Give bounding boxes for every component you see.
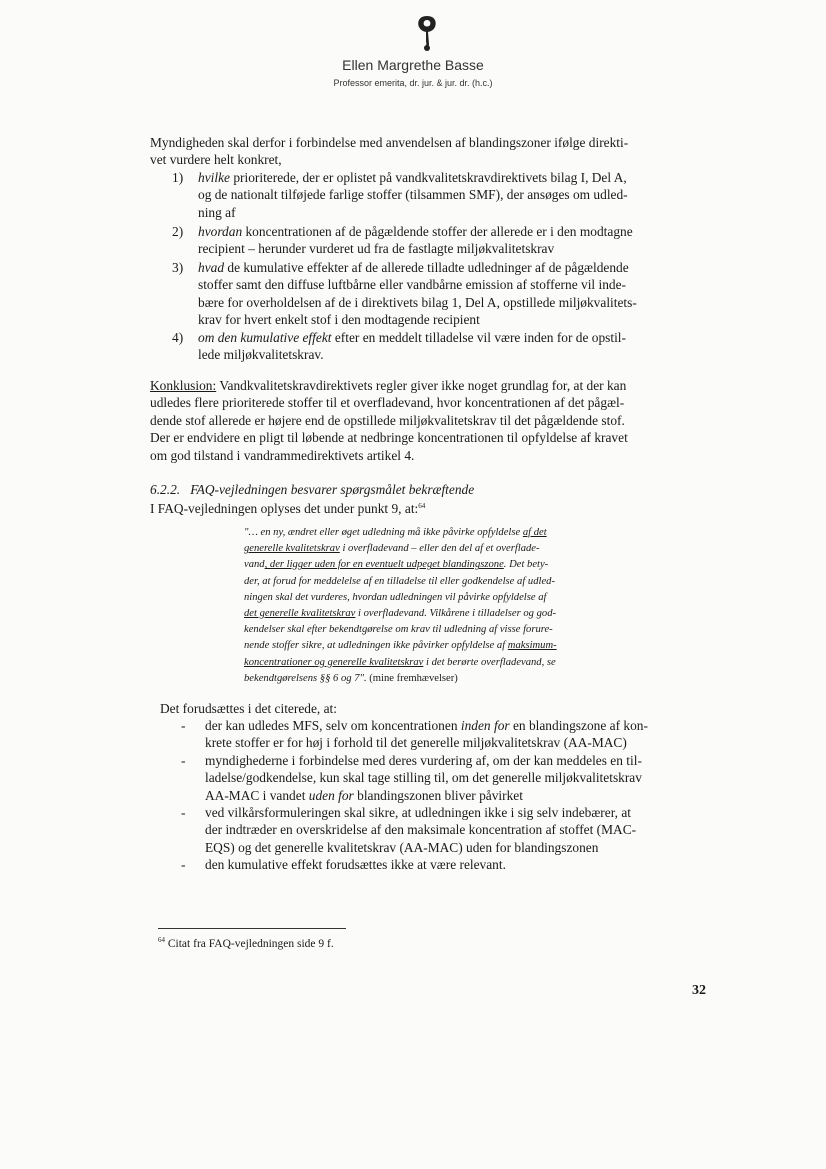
conclusion-paragraph bbox=[150, 377, 628, 464]
quote-line: i det berørte overfladevand, se bbox=[423, 656, 556, 668]
list-lead: om den kumulative effekt bbox=[198, 330, 332, 345]
conclusion-line: Vandkvalitetskravdirektivets regler giver ikke noget grundlag for, at der kan bbox=[216, 378, 627, 393]
quote-line: ningen skal det vurderes, hvordan udledningen vil påvirke opfyldelse af bbox=[244, 591, 547, 603]
list-text: stoffer samt den diffuse luftbårne eller vandbårne emission af stofferne vil inde- bbox=[198, 277, 626, 293]
page-number: 32 bbox=[692, 983, 706, 998]
logo-icon bbox=[415, 14, 439, 52]
quote-underline: generelle kvalitetskrav bbox=[244, 543, 340, 555]
quote-line: vand bbox=[244, 559, 265, 571]
quote-line: nende stoffer sikre, at udledningen ikke påvirker opfyldelse af bbox=[244, 640, 508, 652]
section-heading bbox=[150, 481, 474, 498]
quote-line: "… en ny, ændret eller øget udledning må ikke påvirke opfyldelse bbox=[244, 527, 523, 538]
bullet-dash: - bbox=[181, 805, 186, 820]
conclusion-line: Der er endvidere en pligt til løbende at nedbringe koncentrationen til opfyldelse af kravet bbox=[150, 430, 628, 446]
bullet-text: den kumulative effekt forudsættes ikke at være relevant. bbox=[205, 857, 506, 872]
conclusion-line: om god tilstand i vandrammedirektivets artikel 4. bbox=[150, 447, 415, 463]
author-name: Ellen Margrethe Basse bbox=[342, 57, 484, 73]
intro-paragraph bbox=[150, 134, 628, 169]
bullet-text: der kan udledes MFS, selv om koncentrationen bbox=[205, 718, 461, 733]
list-text: recipient – herunder vurderet ud fra de fastlagte miljøkvalitetskrav bbox=[198, 241, 555, 257]
footnote-number: 64 bbox=[158, 936, 165, 944]
block-quote bbox=[244, 525, 664, 687]
bullet-text: myndighederne i forbindelse med deres vurdering af, om der kan meddeles en til- bbox=[205, 753, 642, 768]
list-text: efter en meddelt tilladelse vil være inden for de opstil- bbox=[331, 330, 626, 345]
list-number: 2) bbox=[172, 224, 184, 239]
section-intro bbox=[150, 498, 425, 517]
bullet-text: ladelse/godkendelse, kun skal tage stilling til, om det generelle miljøkvalitetskrav bbox=[205, 770, 642, 786]
author-title: Professor emerita, dr. jur. & jur. dr. (h.c.) bbox=[333, 78, 493, 88]
quote-line: bekendtgørelsens §§ 6 og 7". bbox=[244, 672, 367, 684]
bullet-text: en blandingszone af kon- bbox=[509, 718, 648, 733]
bullet-emphasis: inden for bbox=[460, 718, 510, 733]
footnote-text: Citat fra FAQ-vejledningen side 9 f. bbox=[165, 938, 334, 950]
list-number: 4) bbox=[172, 330, 184, 345]
list-number: 3) bbox=[172, 260, 184, 275]
bullet-text: blandingszonen bliver påvirket bbox=[353, 787, 523, 803]
conclusion-line: udledes flere prioriterede stoffer til et overfladevand, hvor koncentrationen af det pågæl- bbox=[150, 395, 625, 411]
list-text: de kumulative effekter af de allerede tilladte udledninger af de pågældende bbox=[224, 260, 629, 275]
list-text: og de nationalt tilføjede farlige stoffer (tilsammen SMF), der ansøges om udled- bbox=[198, 187, 628, 203]
quote-line: i overfladevand. Vilkårene i tilladelser og god- bbox=[355, 608, 557, 620]
quote-underline: det generelle kvalitetskrav bbox=[244, 608, 356, 620]
list-lead: hvordan bbox=[198, 224, 243, 239]
bullet-dash: - bbox=[181, 857, 186, 872]
list-text: lede miljøkvalitetskrav. bbox=[198, 347, 324, 363]
footnote-ref: 64 bbox=[418, 502, 426, 510]
quote-remark: (mine fremhævelser) bbox=[366, 672, 458, 684]
bullet-dash: - bbox=[181, 753, 186, 768]
bullet-text: der indtræder en overskridelse af den maksimale koncentration af stoffet (MAC- bbox=[205, 822, 637, 838]
quote-underline: af det bbox=[522, 527, 547, 538]
list-text: krav for hvert enkelt stof i den modtagende recipient bbox=[198, 312, 480, 328]
conclusion-line: dende stof allerede er højere end de opstillede miljøkvalitetskrav til det pågældende stof. bbox=[150, 412, 625, 428]
section-intro-text: I FAQ-vejledningen oplyses det under punkt 9, at: bbox=[150, 501, 419, 516]
list-text: bære for overholdelsen af de i direktivets bilag 1, Del A, opstillede miljøkvalitets- bbox=[198, 294, 637, 310]
quote-line: i overfladevand – eller den del af et overflade- bbox=[339, 543, 540, 555]
bullet-emphasis: uden for bbox=[308, 787, 354, 803]
bullet-dash: - bbox=[181, 718, 186, 733]
list-text: prioriterede, der er oplistet på vandkvalitetskravdirektivets bilag I, Del A, bbox=[229, 170, 627, 185]
assumptions-intro: Det forudsættes i det citerede, at: bbox=[160, 701, 337, 716]
intro-line: Myndigheden skal derfor i forbindelse med anvendelsen af blandingszoner ifølge direkti- bbox=[150, 135, 629, 150]
list-text: ning af bbox=[198, 204, 236, 220]
quote-underline: koncentrationer og generelle kvalitetskrav bbox=[244, 656, 424, 668]
bullet-text: AA-MAC i vandet bbox=[205, 787, 309, 803]
quote-line: . Det bety- bbox=[503, 559, 549, 571]
footnote-divider bbox=[158, 928, 346, 929]
bullet-text: ved vilkårsformuleringen skal sikre, at udledningen ikke i sig selv indebærer, at bbox=[205, 805, 631, 820]
list-lead: hvilke bbox=[198, 170, 230, 185]
footnote bbox=[158, 936, 334, 950]
bullet-text: EQS) og det generelle kvalitetskrav (AA-MAC) uden for blandingszonen bbox=[205, 839, 599, 855]
quote-underline: maksimum- bbox=[507, 640, 557, 652]
quote-line: kendelser skal efter bekendtgørelse om krav til udledning af visse forure- bbox=[244, 624, 553, 636]
list-number: 1) bbox=[172, 170, 184, 185]
conclusion-label: Konklusion: bbox=[150, 378, 217, 393]
list-lead: hvad bbox=[198, 260, 225, 275]
quote-line: der, at forud for meddelelse af en tilladelse til eller godkendelse af udled- bbox=[244, 575, 555, 587]
intro-line: vet vurdere helt konkret, bbox=[150, 152, 282, 168]
section-number: 6.2.2. bbox=[150, 482, 181, 497]
section-title: FAQ-vejledningen besvarer spørgsmålet bekræftende bbox=[190, 482, 475, 497]
bullet-text: krete stoffer er for høj i forhold til det generelle miljøkvalitetskrav (AA-MAC) bbox=[205, 735, 627, 751]
quote-underline: , der ligger uden for en eventuelt udpeget blandingszone bbox=[264, 559, 504, 571]
list-text: koncentrationen af de pågældende stoffer der allerede er i den modtagne bbox=[242, 224, 633, 239]
